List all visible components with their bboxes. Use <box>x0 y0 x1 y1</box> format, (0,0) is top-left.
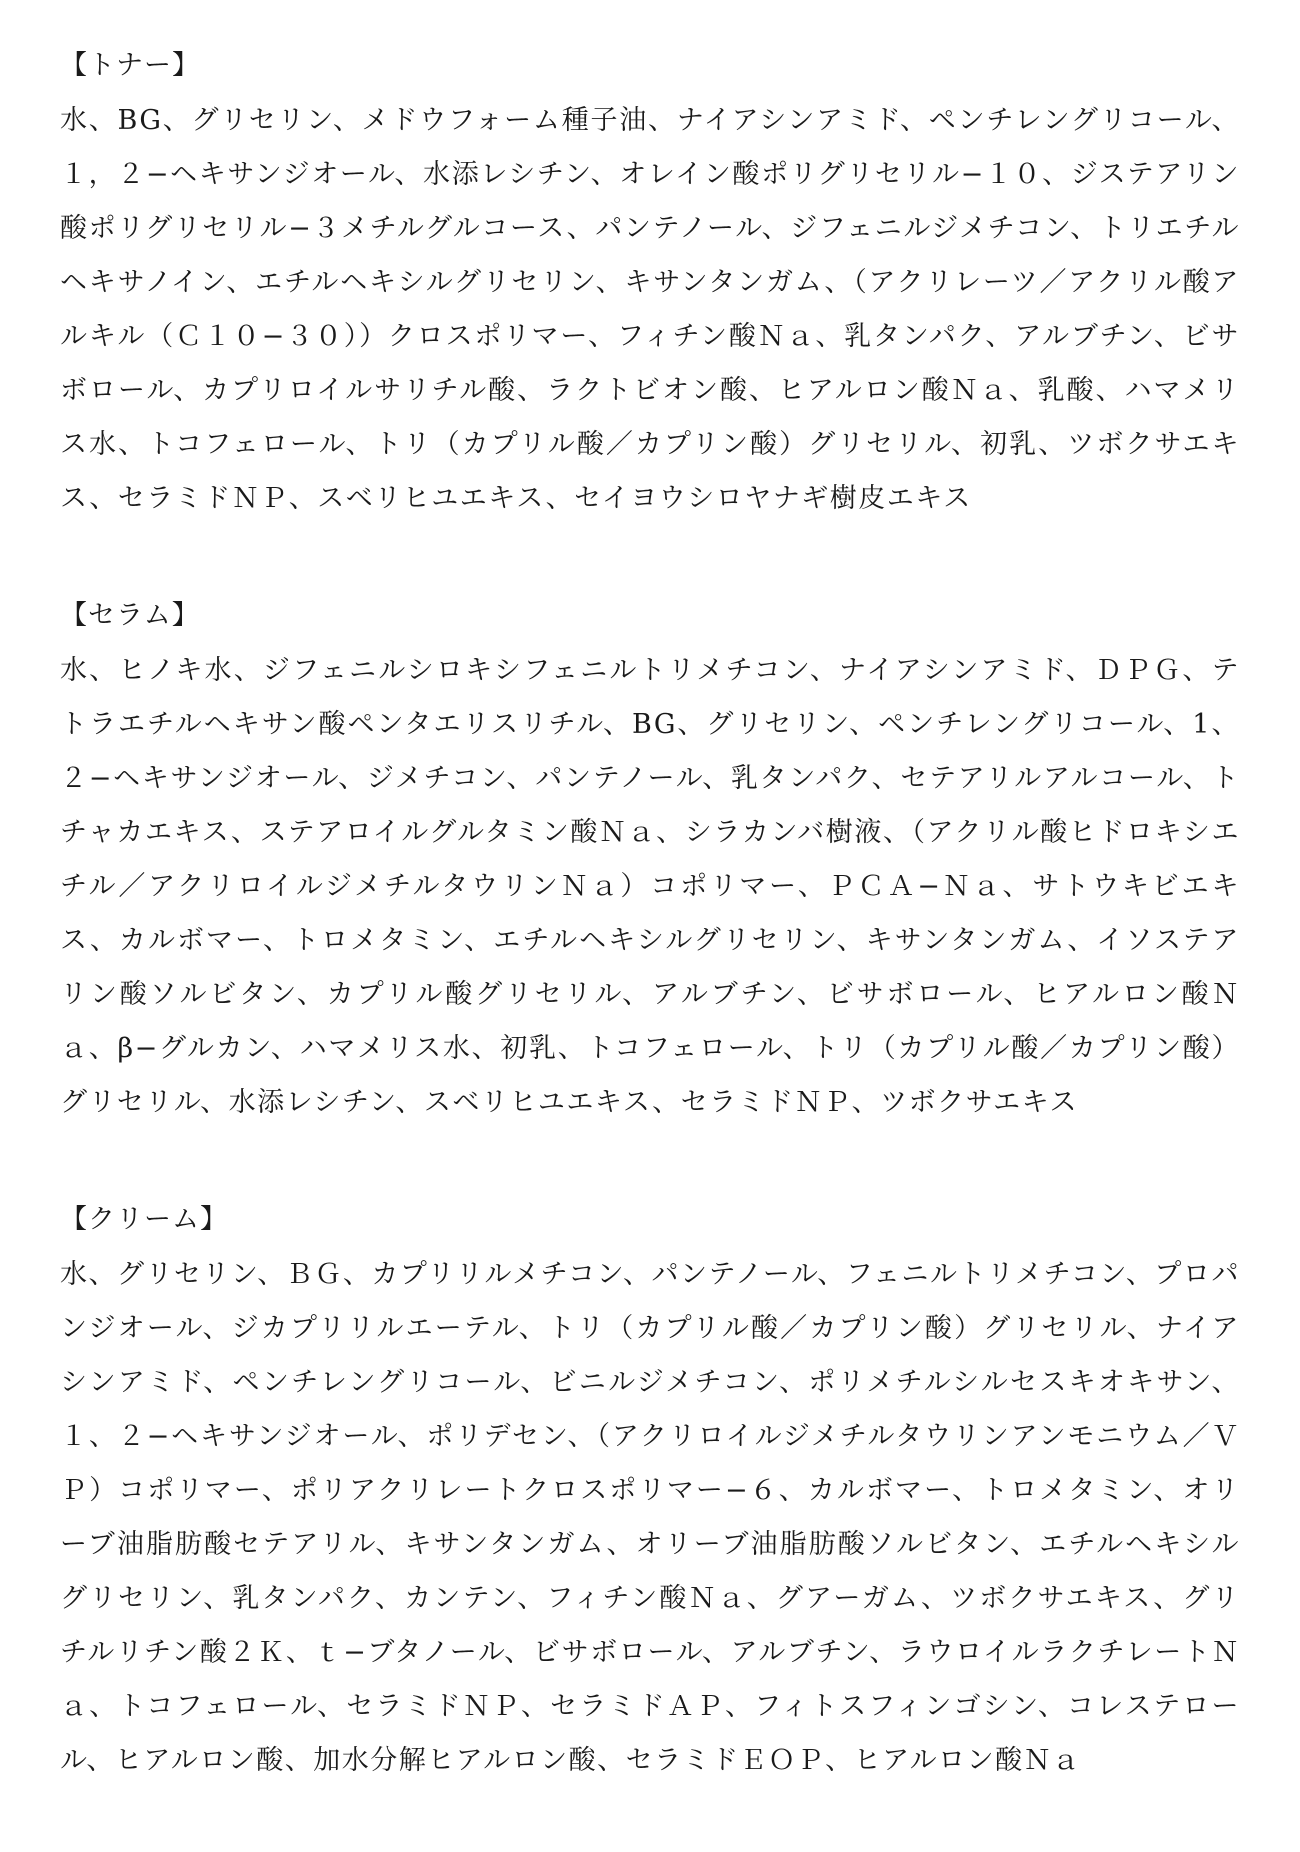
section-serum <box>60 590 1240 1130</box>
ingredient-list: 水、グリセリン、ＢＧ、カプリリルメチコン、パンテノール、フェニルトリメチコン、プロパンジオール、ジカプリリルエーテル、トリ（カプリル酸／カプリン酸）グリセリル、ナイアシンアミド、ペンチレングリコール、ビニルジメチコン、ポリメチルシルセスキオキサン、１、２−ヘキサンジオール、ポリデセン、（アクリロイルジメチルタウリンアンモニウム／ＶＰ）コポリマー、ポリアクリレートクロスポリマー−６、カルボマー、トロメタミン、オリーブ油脂肪酸セテアリル、キサンタンガム、オリーブ油脂肪酸ソルビタン、エチルヘキシルグリセリン、乳タンパク、カンテン、フィチン酸Ｎａ、グアーガム、ツボクサエキス、グリチルリチン酸２Ｋ、ｔ−ブタノール、ビサボロール、アルブチン、ラウロイルラクチレートＮａ、トコフェロール、セラミドＮＰ、セラミドＡＰ、フィトスフィンゴシン、コレステロール、ヒアルロン酸、加水分解ヒアルロン酸、セラミドＥＯＰ、ヒアルロン酸Ｎａ <box>60 1259 1240 1776</box>
section-title: 【クリーム】 <box>60 1204 228 1235</box>
section-title: 【セラム】 <box>60 600 200 631</box>
ingredient-list: 水、ヒノキ水、ジフェニルシロキシフェニルトリメチコン、ナイアシンアミド、ＤＰＧ、テトラエチルヘキサン酸ペンタエリスリチル、BG、グリセリン、ペンチレングリコール、1、２−ヘキサンジオール、ジメチコン、パンテノール、乳タンパク、セテアリルアルコール、トチャカエキス、ステアロイルグルタミン酸Ｎａ、シラカンバ樹液、（アクリル酸ヒドロキシエチル／アクリロイルジメチルタウリンＮａ）コポリマー、ＰＣＡ−Ｎａ、サトウキビエキス、カルボマー、トロメタミン、エチルヘキシルグリセリン、キサンタンガム、イソステアリン酸ソルビタン、カプリル酸グリセリル、アルブチン、ビサボロール、ヒアルロン酸Ｎａ、β−グルカン、ハマメリス水、初乳、トコフェロール、トリ（カプリル酸／カプリン酸）グリセリル、水添レシチン、スベリヒユエキス、セラミドＮＰ、ツボクサエキス <box>60 655 1240 1118</box>
section-cream <box>60 1194 1240 1788</box>
ingredients-document <box>60 40 1240 1852</box>
section-toner <box>60 40 1240 526</box>
ingredient-list: 水、BG、グリセリン、メドウフォーム種子油、ナイアシンアミド、ペンチレングリコール、１，２−ヘキサンジオール、水添レシチン、オレイン酸ポリグリセリル−１０、ジステアリン酸ポリグリセリル−３メチルグルコース、パンテノール、ジフェニルジメチコン、トリエチルヘキサノイン、エチルヘキシルグリセリン、キサンタンガム、（アクリレーツ／アクリル酸アルキル（Ｃ１０−３０））クロスポリマー、フィチン酸Ｎａ、乳タンパク、アルブチン、ビサボロール、カプリロイルサリチル酸、ラクトビオン酸、ヒアルロン酸Ｎａ、乳酸、ハマメリス水、トコフェロール、トリ（カプリル酸／カプリン酸）グリセリル、初乳、ツボクサエキス、セラミドＮＰ、スベリヒユエキス、セイヨウシロヤナギ樹皮エキス <box>60 105 1240 514</box>
section-title: 【トナー】 <box>60 50 200 81</box>
